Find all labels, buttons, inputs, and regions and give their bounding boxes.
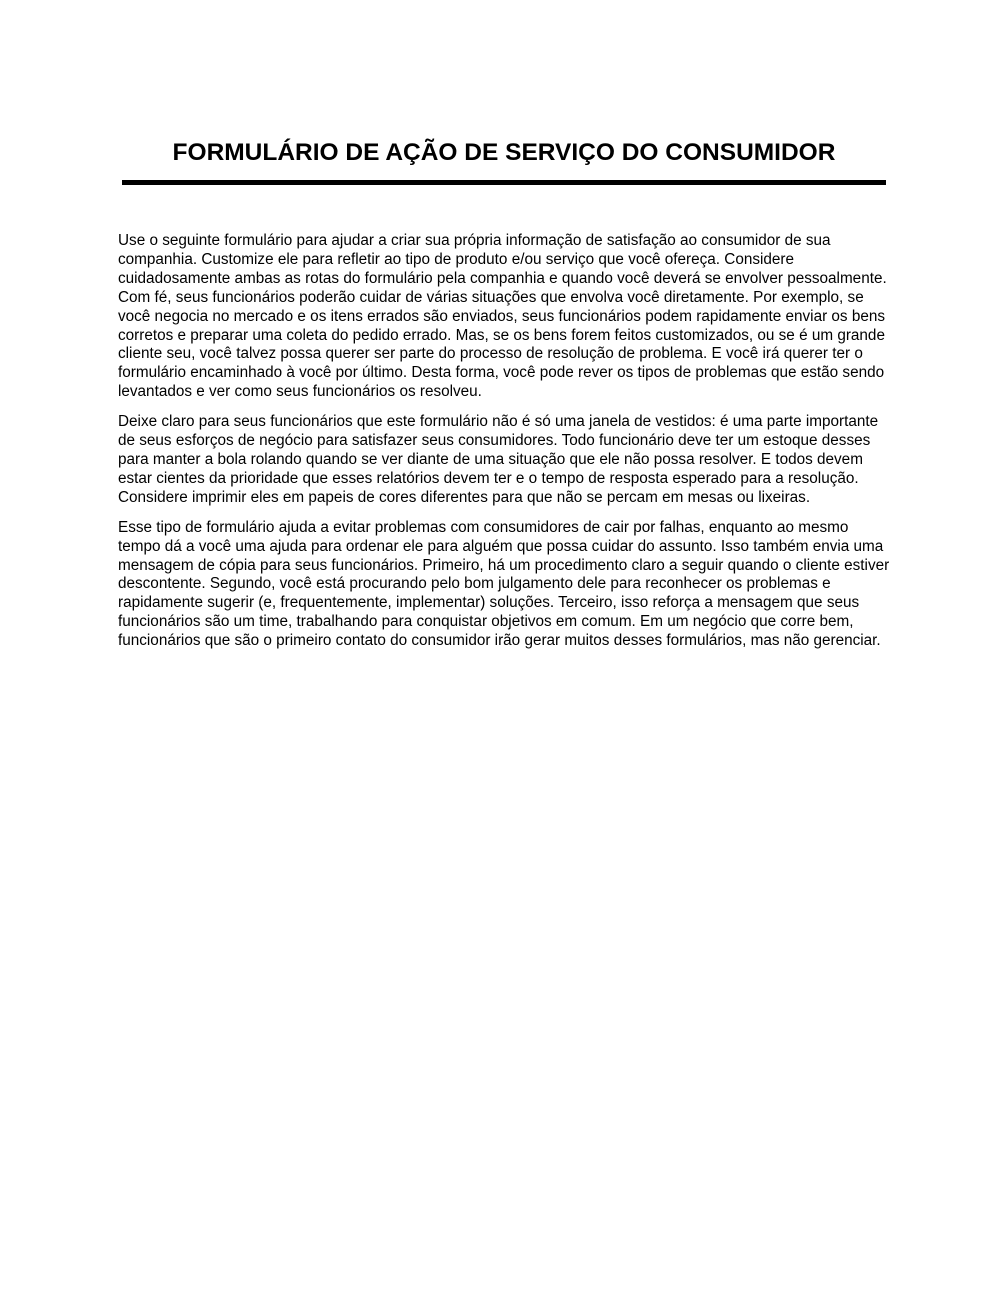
title-divider xyxy=(122,180,886,185)
document-title: FORMULÁRIO DE AÇÃO DE SERVIÇO DO CONSUMIDOR xyxy=(172,139,836,166)
paragraph-intro: Use o seguinte formulário para ajudar a criar sua própria informação de satisfação ao consumidor de sua companhia. Customize ele para refletir ao tipo de produto e/ou serviço que você ofereça. Considere cuidadosamente ambas as rotas do formulário pela companhia e quando você deverá se envolver pessoalmente. Com fé, seus funcionários poderão cuidar de várias situações que envolva você diretamente. Por exemplo, se você negocia no mercado e os itens errados são enviados, seus funcionários podem rapidamente enviar os bens corretos e preparar uma coleta do pedido errado. Mas, se os bens forem feitos customizados, ou se é um grande cliente seu, você talvez possa querer ser parte do processo de resolução de problema. E você irá querer ter o formulário encaminhado à você por último. Desta forma, você pode rever os tipos de problemas que estão sendo levantados e ver como seus funcionários os resolveu. xyxy=(118,232,887,401)
document-body xyxy=(118,232,893,662)
paragraph-benefits: Esse tipo de formulário ajuda a evitar problemas com consumidores de cair por falhas, enquanto ao mesmo tempo dá a você uma ajuda para ordenar ele para alguém que possa cuidar do assunto. Isso também envia uma mensagem de cópia para seus funcionários. Primeiro, há um procedimento claro a seguir quando o cliente estiver descontente. Segundo, você está procurando pelo bom julgamento dele para reconhecer os problemas e rapidamente sugerir (e, frequentemente, implementar) soluções. Terceiro, isso reforça a mensagem que seus funcionários são um time, trabalhando para conquistar objetivos em comum. Em um negócio que corre bem, funcionários que são o primeiro contato do consumidor irão gerar muitos desses formulários, mas não gerenciar. xyxy=(118,518,890,650)
paragraph-clarity: Deixe claro para seus funcionários que este formulário não é só uma janela de vestidos: é uma parte importante de seus esforços de negócio para satisfazer seus consumidores. Todo funcionário deve ter um estoque desses para manter a bola rolando quando se ver diante de uma situação que ele não possa resolver. E todos devem estar cientes da prioridade que esses relatórios devem ter e o tempo de resposta esperado para a resolução. Considere imprimir eles em papeis de cores diferentes para que não se percam em mesas ou lixeiras. xyxy=(118,413,879,506)
